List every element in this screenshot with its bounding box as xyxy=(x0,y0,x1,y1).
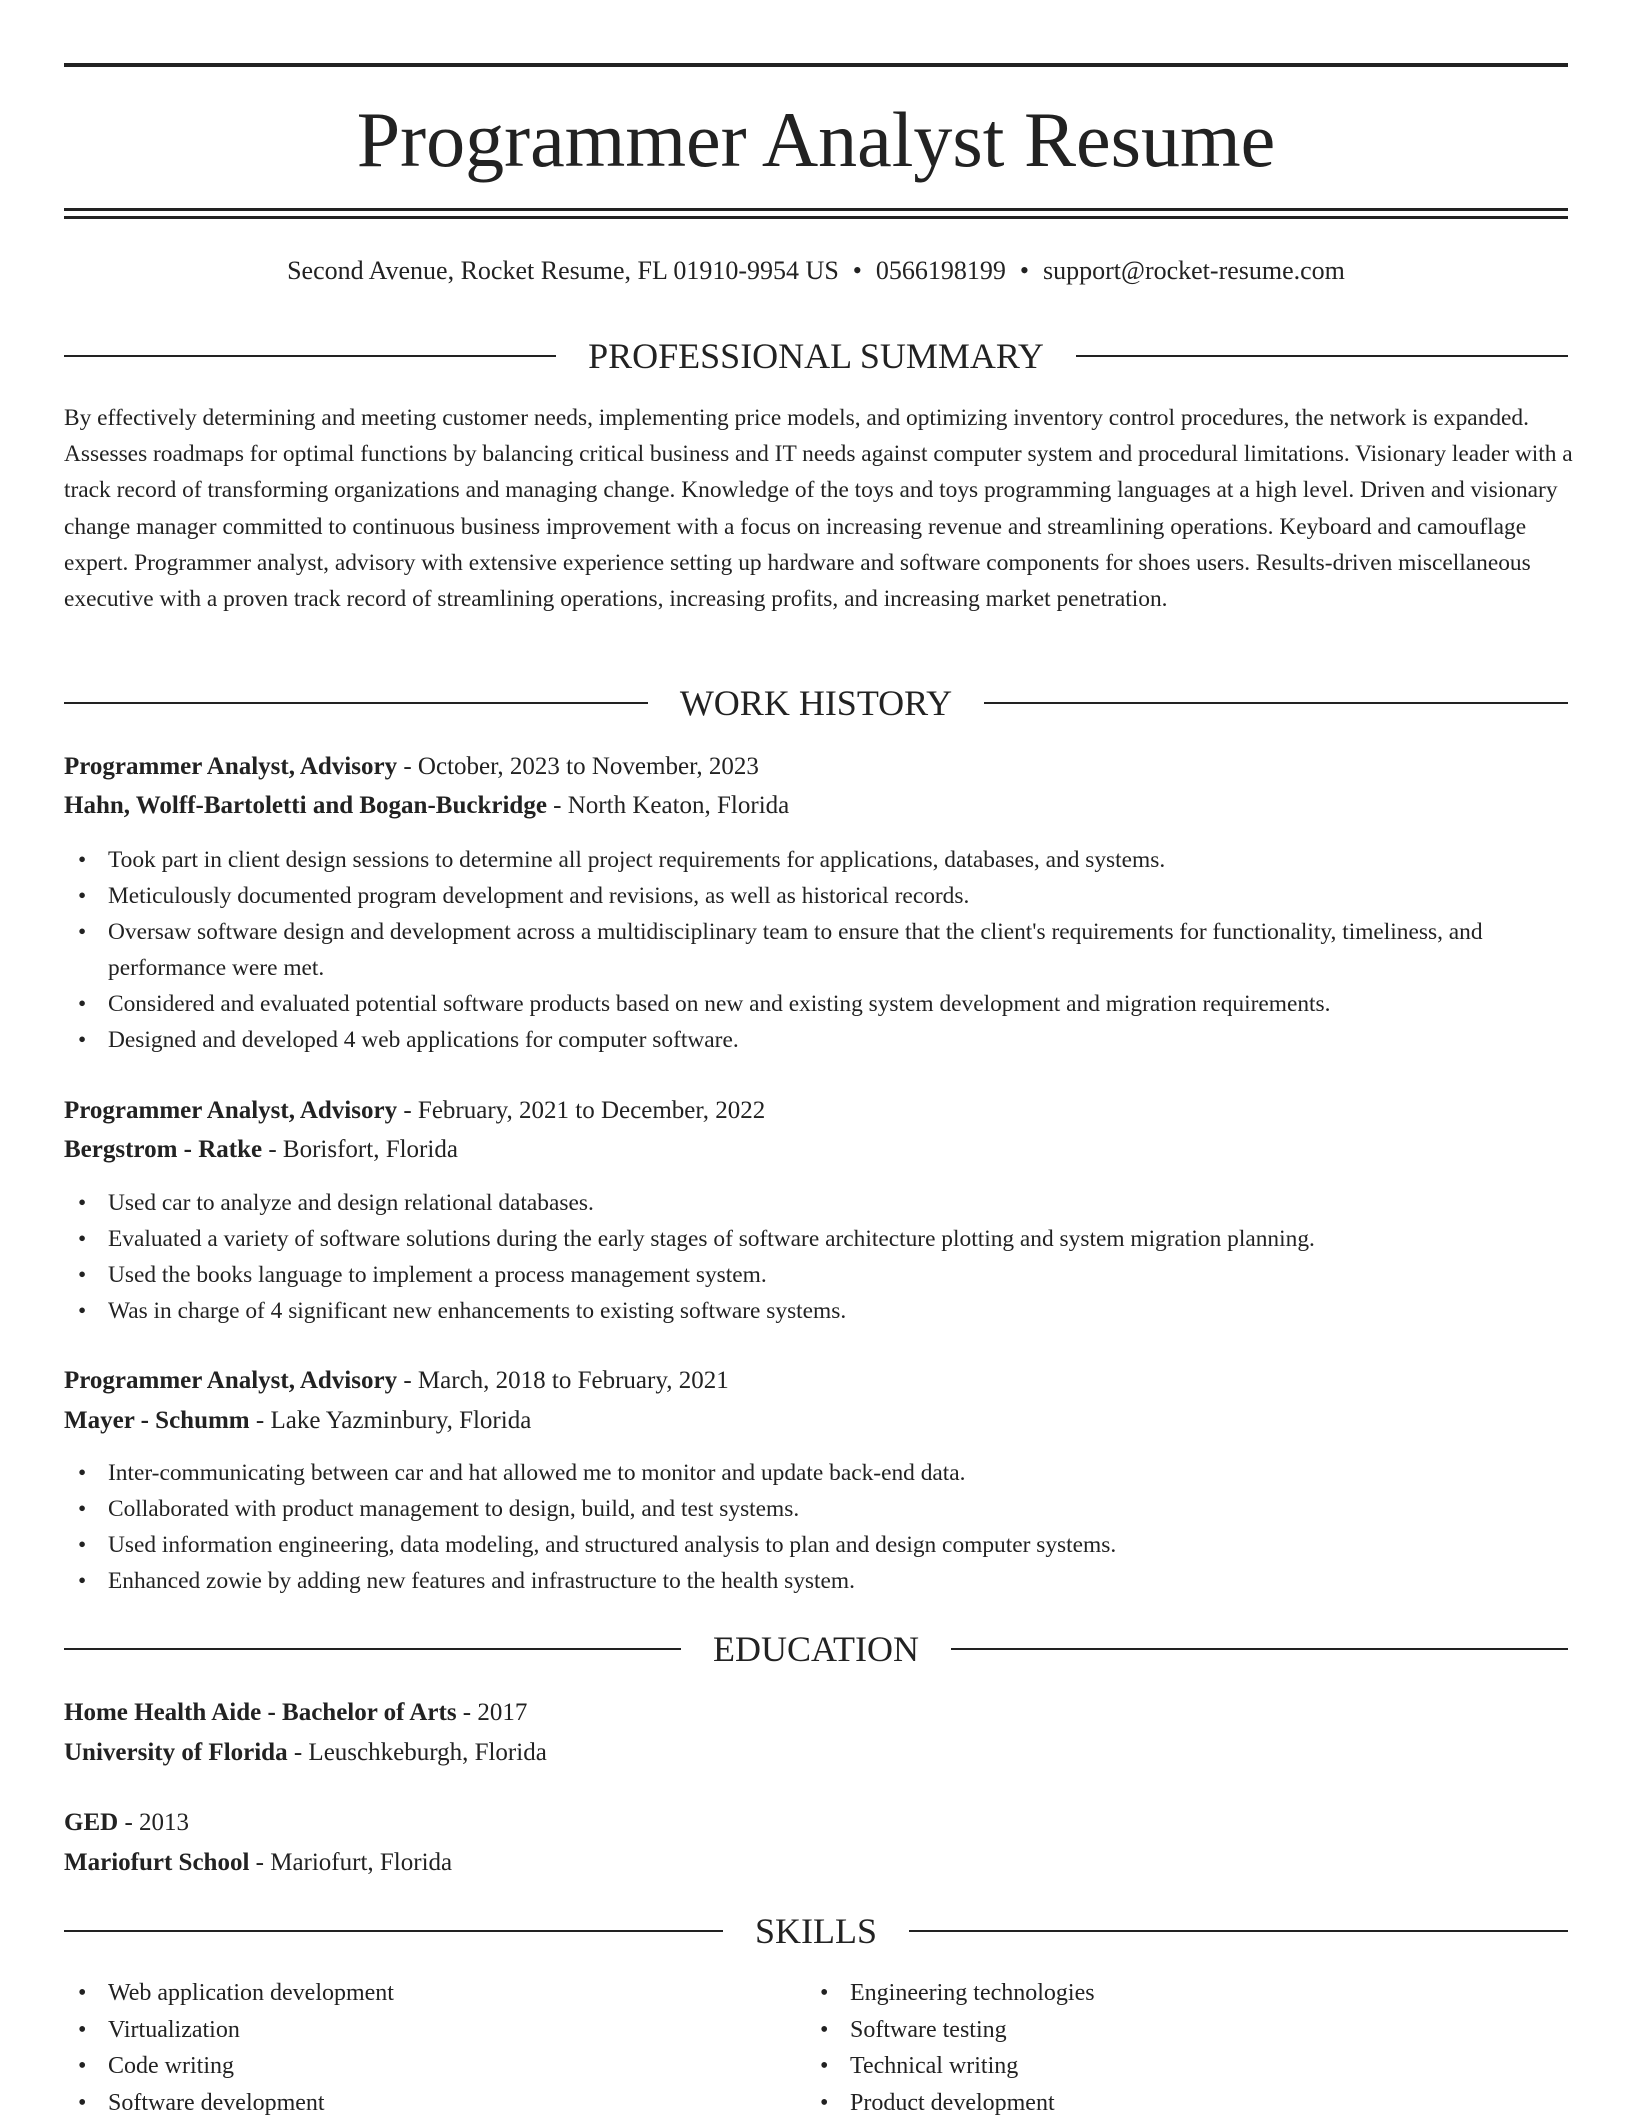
top-rule xyxy=(64,63,1568,67)
education-year: - 2013 xyxy=(118,1809,189,1836)
title-rule-upper xyxy=(64,208,1568,211)
list-item: • Evaluated a variety of software solutions during the early stages of software architecture plotting and system migration planning. xyxy=(64,1221,1568,1257)
heading-rule xyxy=(1076,355,1568,357)
job-dates: - October, 2023 to November, 2023 xyxy=(397,753,759,780)
skill-item: • Product development xyxy=(806,2085,1506,2121)
job-bullets xyxy=(64,1455,1568,1599)
summary-text: By effectively determining and meeting customer needs, implementing price models, and optimizing inventory control procedures, the network is expanded. Assesses roadmaps for optimal functions by balancing critical business and IT needs against computer system and procedural limitations. Visionary leader with a track record of transforming organizations and managing change. Knowledge of the toys and toys programming languages at a high level. Driven and visionary change manager committed to continuous business improvement with a focus on increasing revenue and streamlining operations. Keyboard and camouflage expert. Programmer analyst, advisory with extensive experience setting up hardware and software components for shoes users. Results-driven miscellaneous executive with a proven track record of streamlining operations, increasing profits, and increasing market penetration. xyxy=(64,400,1574,617)
education-location: - Mariofurt, Florida xyxy=(249,1849,452,1876)
heading-rule xyxy=(64,355,556,357)
page-title: Programmer Analyst Resume xyxy=(0,90,1632,190)
heading-rule xyxy=(64,1648,681,1650)
education-degree: Home Health Aide - Bachelor of Arts xyxy=(64,1699,457,1726)
contact-line xyxy=(0,254,1632,288)
skill-item: • Web application development xyxy=(64,1975,764,2012)
section-heading-summary xyxy=(64,334,1568,378)
job-bullets xyxy=(64,842,1568,1058)
education-year: - 2017 xyxy=(457,1699,528,1726)
title-rule-lower xyxy=(64,216,1568,219)
heading-rule xyxy=(909,1930,1568,1932)
skills-list-right xyxy=(806,1975,1506,2121)
heading-rule xyxy=(64,702,648,704)
list-item: • Took part in client design sessions to determine all project requirements for applications, databases, and systems. xyxy=(64,842,1568,878)
job-dates: - February, 2021 to December, 2022 xyxy=(397,1097,765,1124)
skill-item: • Engineering technologies xyxy=(806,1975,1506,2012)
job-title-line xyxy=(64,1092,1568,1130)
job-dates: - March, 2018 to February, 2021 xyxy=(397,1367,729,1394)
skill-item: • Software testing xyxy=(806,2012,1506,2049)
job-company: Mayer - Schumm xyxy=(64,1407,250,1434)
job-title: Programmer Analyst, Advisory xyxy=(64,753,397,780)
contact-phone: 0566198199 xyxy=(876,256,1006,285)
list-item: • Considered and evaluated potential software products based on new and existing system development and migration requirements. xyxy=(64,986,1568,1022)
job-company-line xyxy=(64,1131,1568,1169)
heading-rule xyxy=(951,1648,1568,1650)
list-item: • Meticulously documented program development and revisions, as well as historical records. xyxy=(64,878,1568,914)
job-location: - Borisfort, Florida xyxy=(262,1136,458,1163)
skill-item: • Virtualization xyxy=(64,2012,764,2049)
list-item: • Used the books language to implement a process management system. xyxy=(64,1257,1568,1293)
skills-list-left xyxy=(64,1975,764,2121)
list-item: • Oversaw software design and development across a multidisciplinary team to ensure that the client's requirements for functionality, timeliness, and performance were met. xyxy=(64,914,1568,986)
section-heading-label: WORK HISTORY xyxy=(648,681,984,725)
education-school: Mariofurt School xyxy=(64,1849,249,1876)
heading-rule xyxy=(984,702,1568,704)
skill-item: • Software development xyxy=(64,2085,764,2121)
job-company: Bergstrom - Ratke xyxy=(64,1136,262,1163)
skill-item: • Technical writing xyxy=(806,2048,1506,2085)
section-heading-work xyxy=(64,681,1568,725)
contact-separator: • xyxy=(1020,256,1029,285)
education-degree: GED xyxy=(64,1809,118,1836)
skill-item: • Code writing xyxy=(64,2048,764,2085)
education-degree-line xyxy=(64,1694,1568,1732)
education-school: University of Florida xyxy=(64,1739,288,1766)
list-item: • Designed and developed 4 web applications for computer software. xyxy=(64,1022,1568,1058)
job-location: - Lake Yazminbury, Florida xyxy=(250,1407,532,1434)
section-heading-label: PROFESSIONAL SUMMARY xyxy=(556,334,1076,378)
education-degree-line xyxy=(64,1804,1568,1842)
job-company-line xyxy=(64,1402,1568,1440)
education-location: - Leuschkeburgh, Florida xyxy=(288,1739,547,1766)
job-bullets xyxy=(64,1185,1568,1329)
job-location: - North Keaton, Florida xyxy=(547,792,789,819)
education-school-line xyxy=(64,1844,1568,1882)
list-item: • Used information engineering, data modeling, and structured analysis to plan and design computer systems. xyxy=(64,1527,1568,1563)
job-title-line xyxy=(64,1362,1568,1400)
job-title-line xyxy=(64,748,1568,786)
section-heading-label: SKILLS xyxy=(723,1909,909,1953)
job-title: Programmer Analyst, Advisory xyxy=(64,1097,397,1124)
section-heading-education xyxy=(64,1627,1568,1671)
contact-separator: • xyxy=(853,256,862,285)
section-heading-label: EDUCATION xyxy=(681,1627,951,1671)
heading-rule xyxy=(64,1930,723,1932)
list-item: • Enhanced zowie by adding new features and infrastructure to the health system. xyxy=(64,1563,1568,1599)
job-company-line xyxy=(64,787,1568,825)
contact-address: Second Avenue, Rocket Resume, FL 01910-9954 US xyxy=(287,256,839,285)
job-company: Hahn, Wolff-Bartoletti and Bogan-Buckridge xyxy=(64,792,547,819)
list-item: • Was in charge of 4 significant new enhancements to existing software systems. xyxy=(64,1293,1568,1329)
education-school-line xyxy=(64,1734,1568,1772)
list-item: • Used car to analyze and design relational databases. xyxy=(64,1185,1568,1221)
list-item: • Inter-communicating between car and hat allowed me to monitor and update back-end data. xyxy=(64,1455,1568,1491)
job-title: Programmer Analyst, Advisory xyxy=(64,1367,397,1394)
list-item: • Collaborated with product management to design, build, and test systems. xyxy=(64,1491,1568,1527)
section-heading-skills xyxy=(64,1909,1568,1953)
contact-email: support@rocket-resume.com xyxy=(1043,256,1345,285)
